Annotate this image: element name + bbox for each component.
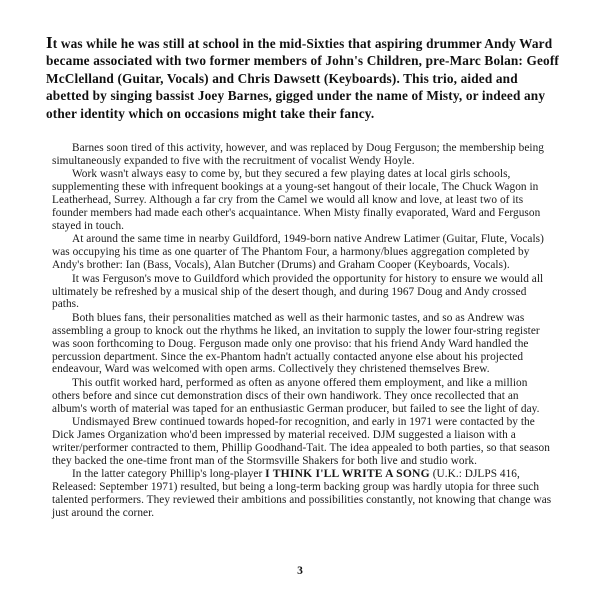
album-title: I THINK I'LL WRITE A SONG	[265, 467, 430, 481]
body-text	[52, 142, 552, 520]
paragraph-text-after: (U.K.: DJLPS 416, Released: September 1971) resulted, but being a long-term backing group was hardly utopia for three such talented performers. They reviewed their ambitions and possibilities constantly, not knowing that change was just around the corner.	[52, 468, 552, 519]
drop-cap: I	[46, 33, 53, 52]
paragraph: It was Ferguson's move to Guildford which provided the opportunity for history to ensure we would all ultimately be refreshed by a musical ship of the desert though, and during 1967 Doug and Andy crossed paths.	[52, 272, 544, 311]
lead-paragraph-text: t was while he was still at school in the mid-Sixties that aspiring drummer Andy Ward became associated with two former members of John's Children, pre-Marc Bolan: Geoff McClelland (Guitar, Vocals) and Chris Dawsett (Keyboards). This trio, aided and abetted by singing bassist Joey Barnes, gigged under the name of Misty, or indeed any other identity which on occasions might take their fancy.	[46, 36, 559, 121]
paragraph: Barnes soon tired of this activity, however, and was replaced by Doug Ferguson; the membership being simultaneously expanded to five with the recruitment of vocalist Wendy Hoyle.	[52, 142, 545, 167]
paragraph: Work wasn't always easy to come by, but they secured a few playing dates at local girls schools, supplementing these with infrequent bookings at a young-set hangout of their locale, The Chuck Wagon in Leatherhead, Surrey. Although a far cry from the Camel we would all know and love, at least two of its founder members had made each other's acquaintance. When Misty finally evaporated, Ward and Ferguson stayed in touch.	[52, 168, 541, 232]
paragraph: At around the same time in nearby Guildford, 1949-born native Andrew Latimer (Guitar, Flute, Vocals) was occupying his time as one quarter of The Phantom Four, a harmony/blues aggregation completed by Andy's brother: Ian (Bass, Vocals), Alan Butcher (Drums) and Graham Cooper (Keyboards, Vocals).	[52, 233, 544, 272]
paragraph: Both blues fans, their personalities matched as well as their harmonic tastes, and so as Andrew was assembling a group to knock out the rhythms he liked, an invitation to supply the lower four-string register was soon forthcoming to Doug. Ferguson made only one proviso: that his friend Andy Ward handled the percussion department. Since the ex-Phantom hadn't actually contacted anyone else about his projected endeavour, Ward was welcomed with open arms. Collectively they christened themselves Brew.	[52, 311, 540, 376]
lead-paragraph	[46, 34, 560, 122]
paragraph-with-album-title	[52, 468, 552, 520]
paragraph: This outfit worked hard, performed as often as anyone offered them employment, and like a million others before and since cut demonstration discs of their own handiwork. They once recollected that an album's worth of material was taped for an enthusiastic German producer, but failed to see the light of day.	[52, 376, 540, 415]
paragraph-text-before: In the latter category Phillip's long-player	[72, 468, 266, 481]
paragraph: Undismayed Brew continued towards hoped-for recognition, and early in 1971 were contacted by the Dick James Organization who'd been impressed by material received. DJM suggested a liaison with a writer/performer contracted to them, Phillip Goodhand-Tait. The idea appealed to both parties, so that season they backed the one-time front man of the Stormsville Shakers for both live and studio work.	[52, 416, 550, 467]
page-number: 3	[297, 565, 303, 577]
